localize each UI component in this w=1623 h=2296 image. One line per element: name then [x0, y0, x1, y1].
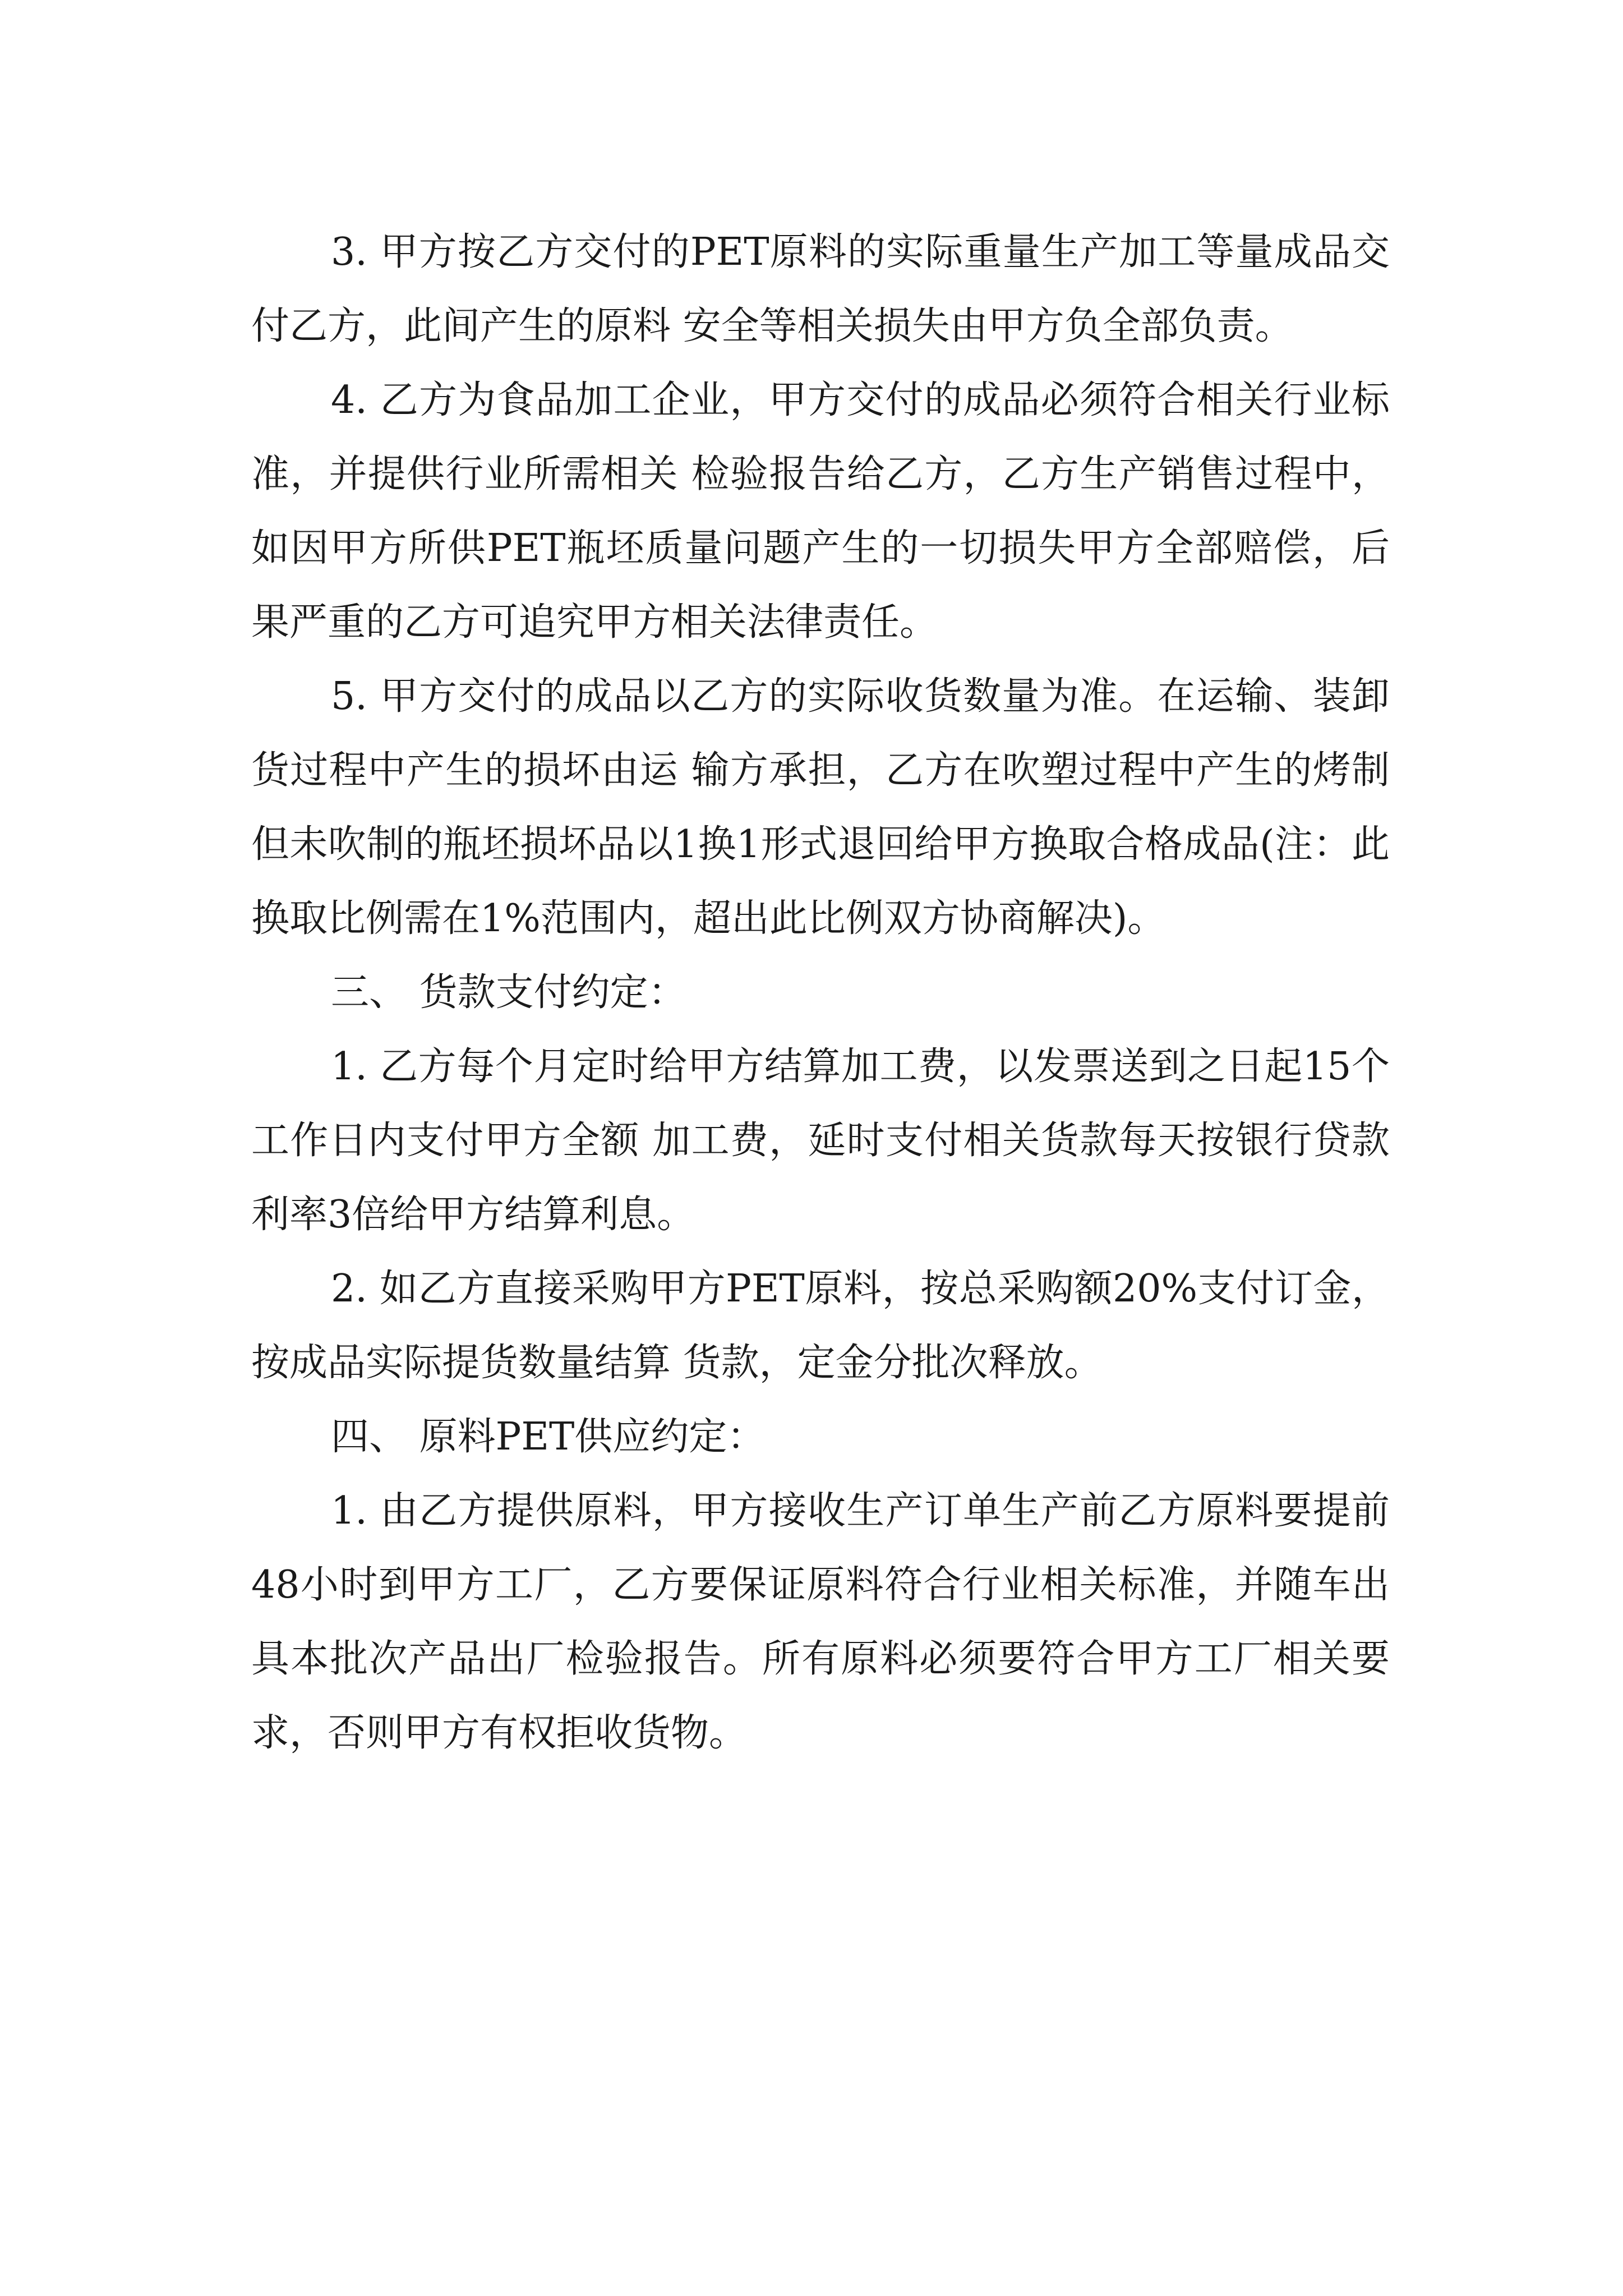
payment-clause-2-paragraph: 2. 如乙方直接采购甲方PET原料，按总采购额20%支付订金，按成品实际提货数量结算 货款，定金分批次释放。 [251, 1267, 1390, 1385]
document-page [251, 215, 1390, 1770]
supply-clause-1-paragraph: 1. 由乙方提供原料，甲方接收生产订单生产前乙方原料要提前48小时到甲方工厂，乙方要保证原料符合行业相关标准，并随车出具本批次产品出厂检验报告。所有原料必须要符合甲方工厂相关要求，否则甲方有权拒收货物。 [251, 1489, 1390, 1755]
clause-3-paragraph: 3. 甲方按乙方交付的PET原料的实际重量生产加工等量成品交付乙方，此间产生的原料 安全等相关损失由甲方负全部负责。 [251, 230, 1390, 348]
section-heading-payment: 三、 货款支付约定： [331, 970, 686, 1015]
clause-5-paragraph: 5. 甲方交付的成品以乙方的实际收货数量为准。在运输、装卸货过程中产生的损坏由运 输方承担，乙方在吹塑过程中产生的烤制但未吹制的瓶坯损坏品以1换1形式退回给甲方换取合格成品(注：此换取比例需在1%范围内，超出此比例双方协商解决)。 [251, 674, 1390, 941]
payment-clause-1-paragraph: 1. 乙方每个月定时给甲方结算加工费，以发票送到之日起15个工作日内支付甲方全额 加工费，延时支付相关货款每天按银行贷款利率3倍给甲方结算利息。 [251, 1045, 1390, 1237]
section-heading-supply: 四、 原料PET供应约定： [331, 1415, 766, 1459]
clause-4-paragraph: 4. 乙方为食品加工企业，甲方交付的成品必须符合相关行业标准，并提供行业所需相关 检验报告给乙方，乙方生产销售过程中，如因甲方所供PET瓶坯质量问题产生的一切损失甲方全部赔偿，后果严重的乙方可追究甲方相关法律责任。 [251, 378, 1390, 645]
